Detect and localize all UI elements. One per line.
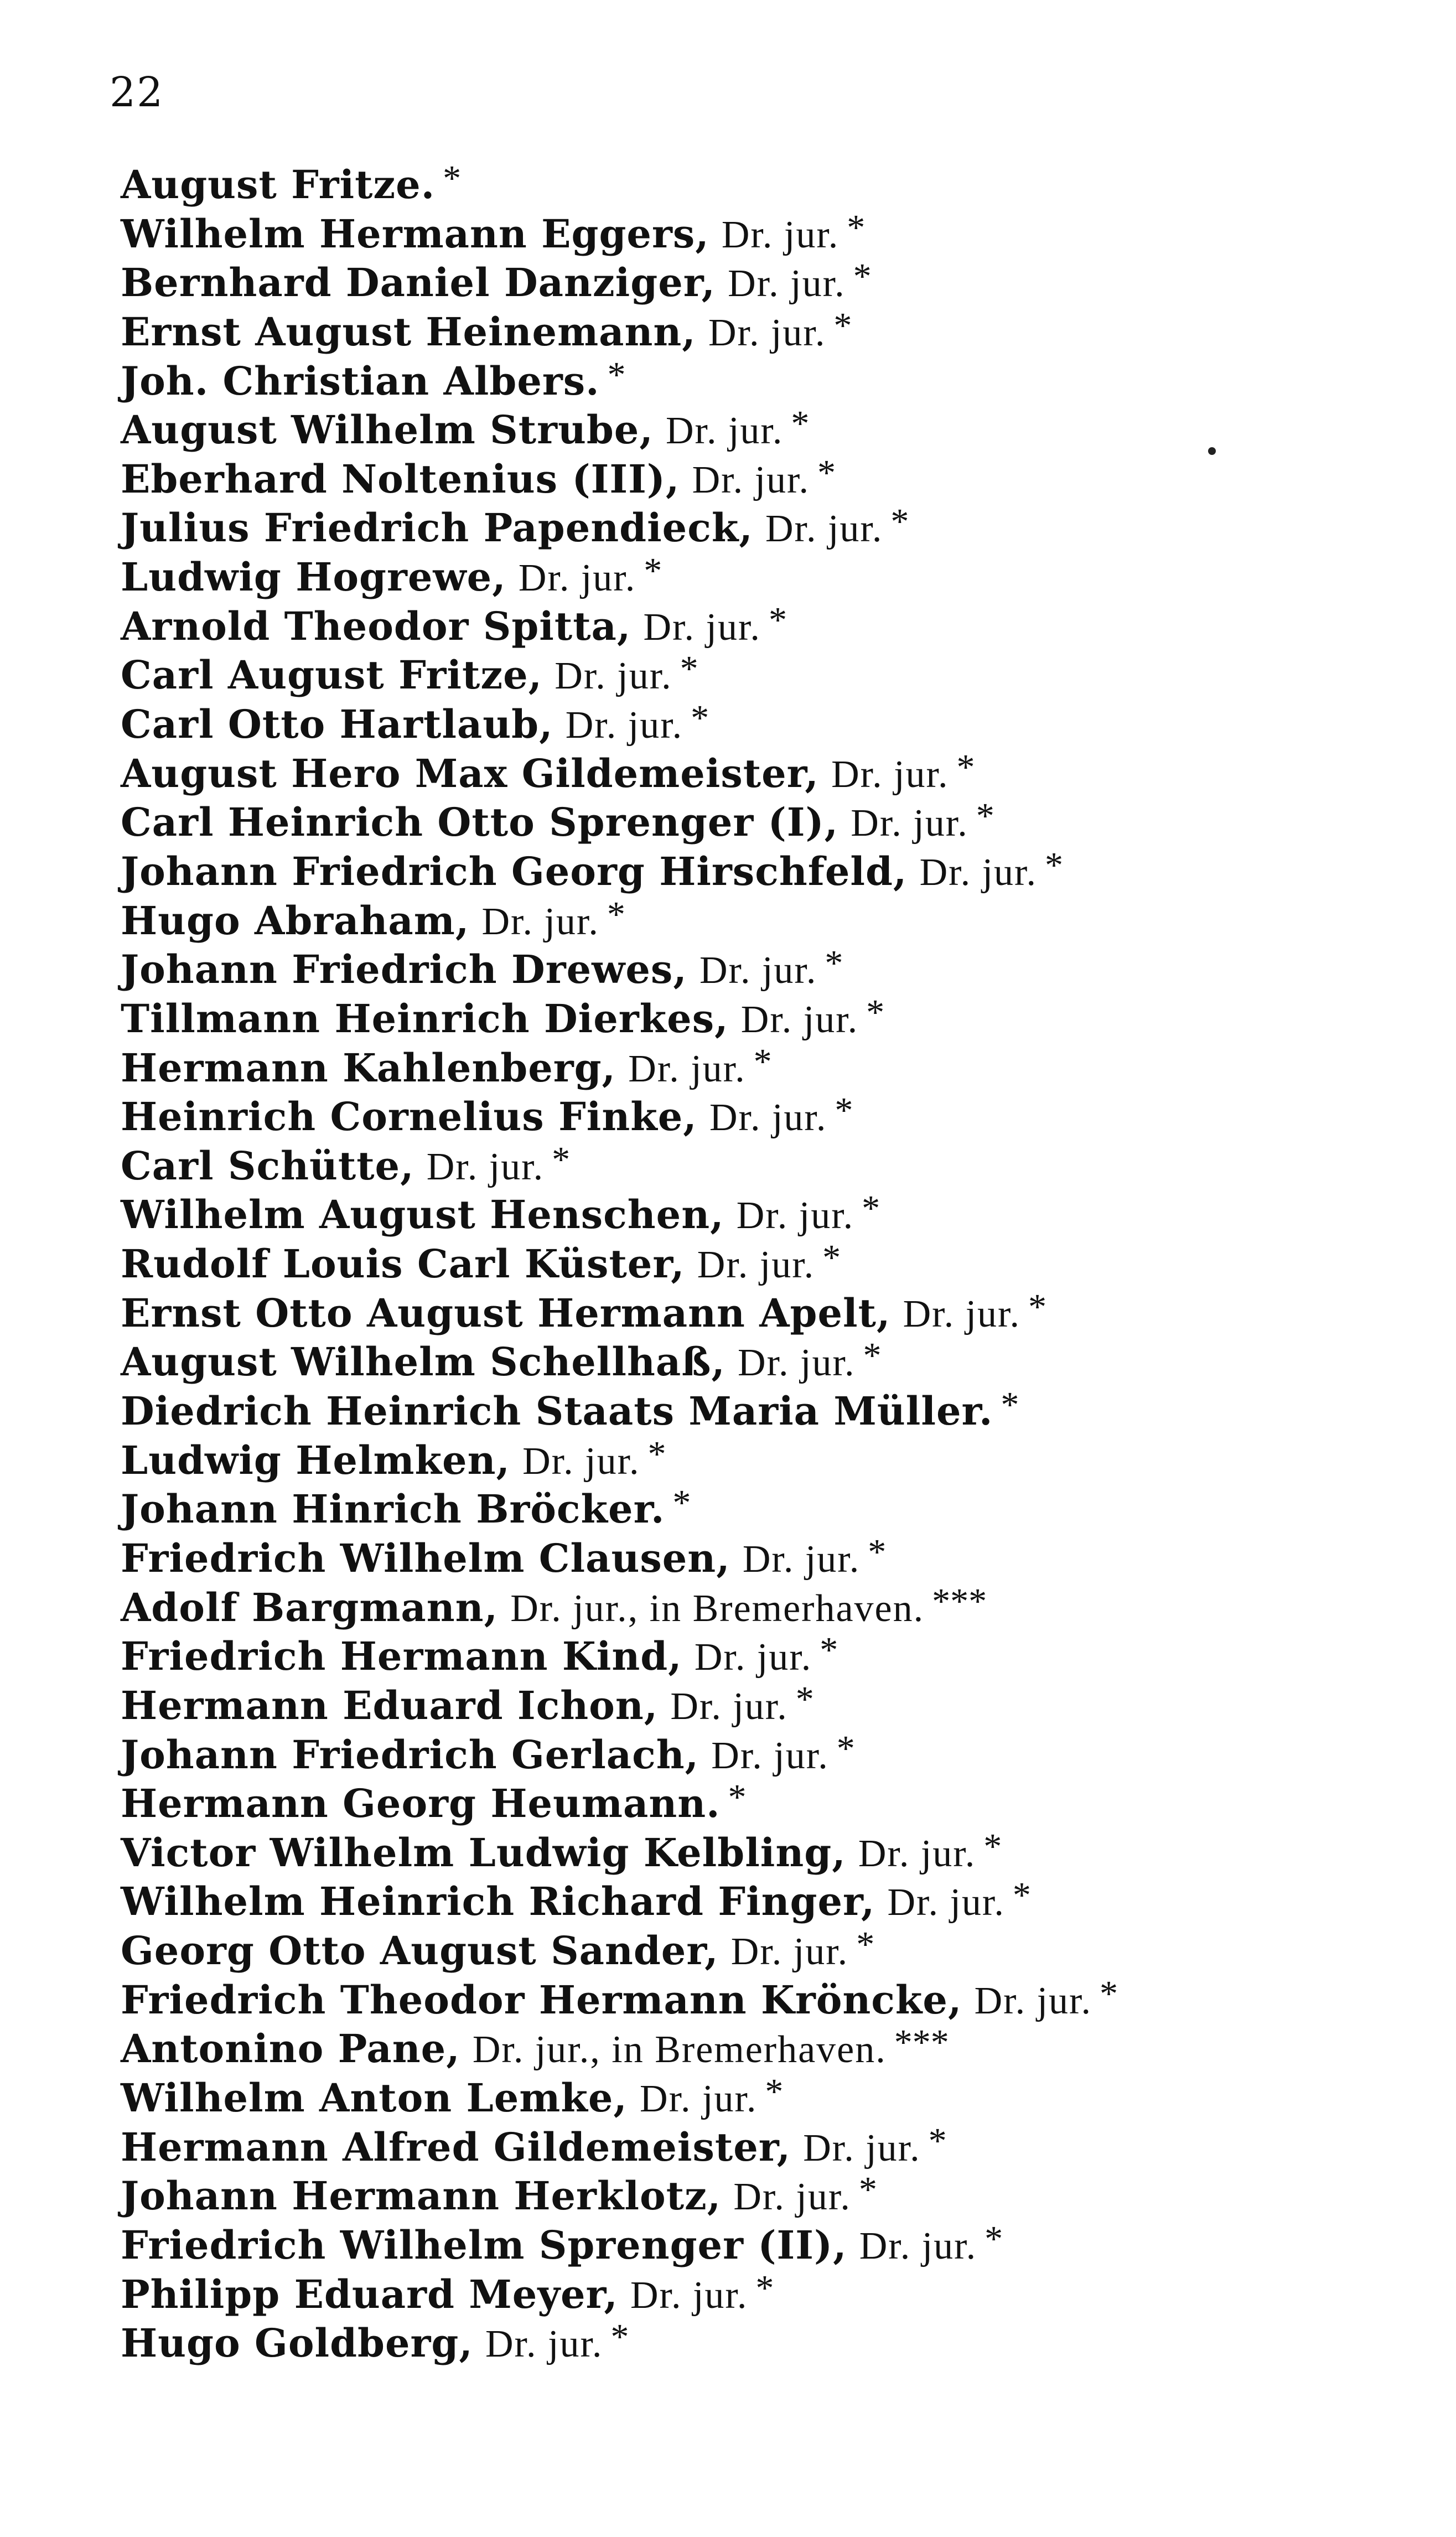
entry-degree: Dr. jur. bbox=[697, 1244, 815, 1287]
entry-degree: Dr. jur. bbox=[565, 704, 683, 747]
entry-degree: Dr. jur. bbox=[859, 2224, 977, 2267]
entry-degree: Dr. jur. bbox=[919, 851, 1037, 894]
entry-mark: * bbox=[928, 2120, 947, 2161]
page-number: 22 bbox=[110, 69, 164, 116]
entry-name: August Wilhelm Strube, bbox=[121, 407, 654, 453]
entry-name: Georg Otto August Sander, bbox=[121, 1928, 719, 1974]
entry-name: Carl Otto Hartlaub, bbox=[121, 701, 553, 748]
list-item bbox=[0, 992, 1456, 1044]
entry-degree: Dr. jur. bbox=[518, 557, 636, 600]
entry-name: Carl Schütte, bbox=[121, 1142, 414, 1189]
entry-mark: * bbox=[863, 1335, 882, 1376]
entry-name: Hugo Goldberg, bbox=[121, 2320, 473, 2367]
entry-degree: Dr. jur. bbox=[803, 2126, 921, 2170]
entry-mark: * bbox=[1001, 1385, 1019, 1426]
list-item bbox=[0, 1973, 1456, 2025]
entry-degree: Dr. jur. bbox=[709, 1096, 827, 1140]
entry-degree: Dr. jur. bbox=[630, 2274, 748, 2317]
entry-name: Heinrich Cornelius Finke, bbox=[121, 1094, 697, 1140]
entry-mark: * bbox=[833, 305, 852, 346]
list-item bbox=[0, 2071, 1456, 2123]
entry-name: Hermann Eduard Ichon, bbox=[121, 1682, 659, 1728]
entry-name: Ernst Otto August Hermann Apelt, bbox=[121, 1290, 891, 1336]
entry-degree: Dr. jur. bbox=[730, 1930, 849, 1974]
entry-mark: * bbox=[1028, 1286, 1046, 1327]
entry-mark: * bbox=[753, 1041, 772, 1082]
list-item bbox=[0, 1286, 1456, 1338]
entry-name: Friedrich Wilhelm Sprenger (II), bbox=[121, 2222, 847, 2268]
entry-name: Arnold Theodor Spitta, bbox=[121, 603, 631, 649]
list-item bbox=[0, 2022, 1456, 2074]
entry-degree: Dr. jur. bbox=[692, 458, 810, 501]
entry-degree: Dr. jur. bbox=[903, 1292, 1020, 1335]
entry-mark: * bbox=[607, 894, 625, 935]
entry-degree: Dr. jur. bbox=[858, 1832, 976, 1875]
entry-mark: * bbox=[607, 354, 626, 395]
entry-name: Carl August Fritze, bbox=[121, 652, 542, 698]
list-item bbox=[0, 749, 1456, 799]
entry-name: Victor Wilhelm Ludwig Kelbling, bbox=[121, 1829, 846, 1876]
entry-mark: * bbox=[858, 2170, 877, 2210]
entry-mark: * bbox=[791, 403, 810, 444]
entry-name: Friedrich Hermann Kind, bbox=[121, 1633, 682, 1680]
list-item bbox=[0, 1387, 1456, 1436]
entry-mark: * bbox=[983, 1826, 1002, 1867]
entry-degree: Dr. jur. bbox=[522, 1440, 640, 1483]
entry-name: Hermann Georg Heumann. bbox=[121, 1780, 721, 1827]
entry-mark: * bbox=[820, 1630, 838, 1671]
list-item bbox=[0, 798, 1456, 847]
entry-name: August Fritze. bbox=[121, 162, 436, 208]
entry-degree: Dr. jur. bbox=[699, 949, 817, 992]
entry-mark: * bbox=[647, 1433, 666, 1474]
entry-mark: * bbox=[868, 1531, 887, 1572]
entry-degree: Dr. jur., in Bremerhaven. bbox=[510, 1587, 925, 1630]
entry-mark: * bbox=[644, 551, 662, 592]
list-item bbox=[0, 1779, 1456, 1829]
list-item bbox=[0, 1583, 1456, 1633]
entry-degree: Dr. jur. bbox=[665, 410, 784, 453]
entry-mark: * bbox=[825, 943, 843, 984]
list-item bbox=[0, 945, 1456, 995]
list-item bbox=[0, 1335, 1456, 1387]
list-item bbox=[0, 305, 1456, 357]
entry-degree: Dr. jur. bbox=[831, 753, 949, 796]
list-item bbox=[0, 1728, 1456, 1780]
entry-mark: * bbox=[890, 501, 909, 542]
list-item bbox=[0, 1924, 1456, 1976]
print-speck bbox=[1208, 447, 1216, 455]
entry-name: August Hero Max Gildemeister, bbox=[121, 750, 819, 796]
entry-name: Friedrich Wilhelm Clausen, bbox=[121, 1535, 730, 1581]
entry-mark: * bbox=[862, 1188, 880, 1229]
list-item bbox=[0, 2172, 1456, 2221]
entry-name: Hugo Abraham, bbox=[121, 897, 470, 944]
entry-name: Johann Friedrich Georg Hirschfeld, bbox=[121, 848, 908, 894]
entry-name: Philipp Eduard Meyer, bbox=[121, 2271, 618, 2317]
list-item bbox=[0, 847, 1456, 897]
entry-name: Ludwig Hogrewe, bbox=[121, 554, 506, 600]
entry-name: Wilhelm Hermann Eggers, bbox=[121, 210, 709, 257]
entry-name: Tillmann Heinrich Dierkes, bbox=[121, 995, 729, 1042]
list-item bbox=[0, 1826, 1456, 1878]
entry-name: Johann Friedrich Gerlach, bbox=[121, 1731, 699, 1778]
entry-name: August Wilhelm Schellhaß, bbox=[121, 1339, 726, 1385]
entry-mark: * bbox=[856, 1924, 875, 1965]
entry-name: Johann Hermann Herklotz, bbox=[121, 2173, 722, 2219]
entry-mark: * bbox=[822, 1238, 841, 1278]
entry-degree: Dr. jur. bbox=[485, 2323, 603, 2366]
list-item bbox=[0, 501, 1456, 553]
entry-degree: Dr. jur. bbox=[670, 1685, 788, 1728]
entry-mark: * bbox=[691, 698, 709, 739]
entry-name: Joh. Christian Albers. bbox=[121, 358, 600, 404]
entry-name: Wilhelm Anton Lemke, bbox=[121, 2074, 628, 2121]
entry-mark: * bbox=[755, 2267, 774, 2308]
entry-degree: Dr. jur. bbox=[738, 1342, 856, 1385]
entry-name: Antonino Pane, bbox=[121, 2026, 460, 2072]
list-item bbox=[0, 2218, 1456, 2270]
entry-name: Wilhelm August Henschen, bbox=[121, 1192, 724, 1238]
entry-mark: * bbox=[866, 992, 885, 1033]
list-item bbox=[0, 2267, 1456, 2319]
entry-degree: Dr. jur. bbox=[742, 1537, 861, 1581]
entry-mark: * bbox=[985, 2218, 1003, 2259]
entry-name: Friedrich Theodor Hermann Kröncke, bbox=[121, 1976, 962, 2023]
entry-mark: * bbox=[768, 599, 787, 640]
entry-degree: Dr. jur. bbox=[736, 1194, 854, 1238]
entry-degree: Dr. jur. bbox=[851, 802, 968, 845]
entry-name: Johann Friedrich Drewes, bbox=[121, 946, 687, 993]
entry-mark: * bbox=[847, 207, 866, 248]
entry-degree: Dr. jur. bbox=[974, 1979, 1092, 2022]
entry-degree: Dr. jur. bbox=[721, 213, 840, 256]
list-item bbox=[0, 1041, 1456, 1093]
entry-degree: Dr. jur. bbox=[708, 311, 826, 354]
entry-mark: * bbox=[853, 256, 872, 297]
entry-mark: * bbox=[680, 649, 698, 690]
list-item bbox=[0, 258, 1456, 308]
entry-degree: Dr. jur. bbox=[728, 262, 846, 306]
entry-degree: Dr. jur. bbox=[733, 2176, 851, 2219]
entry-degree: Dr. jur. bbox=[426, 1145, 545, 1188]
entry-mark: * bbox=[956, 747, 975, 788]
entry-mark: *** bbox=[894, 2022, 949, 2063]
entry-mark: * bbox=[443, 158, 462, 199]
list-item bbox=[0, 553, 1456, 602]
list-item bbox=[0, 1433, 1456, 1485]
entry-mark: *** bbox=[932, 1581, 987, 1622]
entry-name: Eberhard Noltenius (III), bbox=[121, 455, 680, 502]
entry-mark: * bbox=[765, 2071, 784, 2112]
entry-mark: * bbox=[610, 2317, 629, 2358]
entry-degree: Dr. jur. bbox=[643, 605, 761, 649]
entry-mark: * bbox=[1100, 1973, 1118, 2014]
entry-name: Adolf Bargmann, bbox=[121, 1584, 498, 1630]
list-item bbox=[0, 403, 1456, 455]
list-item bbox=[0, 1240, 1456, 1289]
list-item bbox=[0, 2120, 1456, 2172]
entry-mark: * bbox=[817, 452, 836, 493]
list-item bbox=[0, 2319, 1456, 2368]
list-item bbox=[0, 1485, 1456, 1534]
entry-name: Hermann Alfred Gildemeister, bbox=[121, 2124, 791, 2170]
entry-mark: * bbox=[672, 1483, 691, 1524]
entry-mark: * bbox=[1012, 1875, 1031, 1916]
entry-name: Julius Friedrich Papendieck, bbox=[121, 505, 753, 551]
entry-mark: * bbox=[835, 1090, 853, 1131]
list-item bbox=[0, 354, 1456, 406]
entry-degree: Dr. jur. bbox=[711, 1734, 829, 1777]
list-item bbox=[0, 700, 1456, 749]
list-item bbox=[0, 160, 1456, 210]
entry-degree: Dr. jur. bbox=[887, 1881, 1005, 1924]
entry-name: Bernhard Daniel Danziger, bbox=[121, 260, 716, 306]
entry-name: Hermann Kahlenberg, bbox=[121, 1044, 616, 1091]
entry-degree: Dr. jur. bbox=[694, 1636, 812, 1679]
entry-name: Carl Heinrich Otto Sprenger (I), bbox=[121, 799, 839, 846]
list-item bbox=[0, 599, 1456, 651]
entry-mark: * bbox=[976, 796, 994, 837]
entry-mark: * bbox=[552, 1139, 571, 1180]
list-item bbox=[0, 1139, 1456, 1191]
list-item bbox=[0, 1090, 1456, 1142]
entry-mark: * bbox=[1044, 845, 1063, 886]
list-item bbox=[0, 1681, 1456, 1731]
entry-name: Johann Hinrich Bröcker. bbox=[121, 1486, 665, 1532]
entry-degree: Dr. jur. bbox=[740, 998, 859, 1041]
list-item bbox=[0, 1632, 1456, 1681]
list-item bbox=[0, 651, 1456, 700]
entry-degree: Dr. jur. bbox=[765, 508, 883, 551]
list-item bbox=[0, 894, 1456, 946]
name-list bbox=[0, 160, 1456, 2368]
entry-degree: Dr. jur. bbox=[481, 900, 599, 943]
entry-name: Ernst August Heinemann, bbox=[121, 308, 696, 355]
entry-degree: Dr. jur. bbox=[555, 655, 672, 698]
entry-mark: * bbox=[728, 1777, 747, 1818]
entry-name: Wilhelm Heinrich Richard Finger, bbox=[121, 1878, 875, 1925]
entry-name: Diedrich Heinrich Staats Maria Müller. bbox=[121, 1388, 993, 1435]
entry-mark: * bbox=[795, 1679, 814, 1720]
list-item bbox=[0, 1190, 1456, 1240]
entry-degree: Dr. jur. bbox=[640, 2077, 758, 2120]
entry-name: Rudolf Louis Carl Küster, bbox=[121, 1241, 685, 1287]
list-item bbox=[0, 207, 1456, 259]
list-item bbox=[0, 452, 1456, 504]
list-item bbox=[0, 1877, 1456, 1927]
entry-mark: * bbox=[836, 1728, 855, 1769]
entry-degree: Dr. jur., in Bremerhaven. bbox=[472, 2028, 887, 2072]
entry-degree: Dr. jur. bbox=[628, 1047, 746, 1090]
entry-name: Ludwig Helmken, bbox=[121, 1437, 510, 1483]
list-item bbox=[0, 1531, 1456, 1583]
